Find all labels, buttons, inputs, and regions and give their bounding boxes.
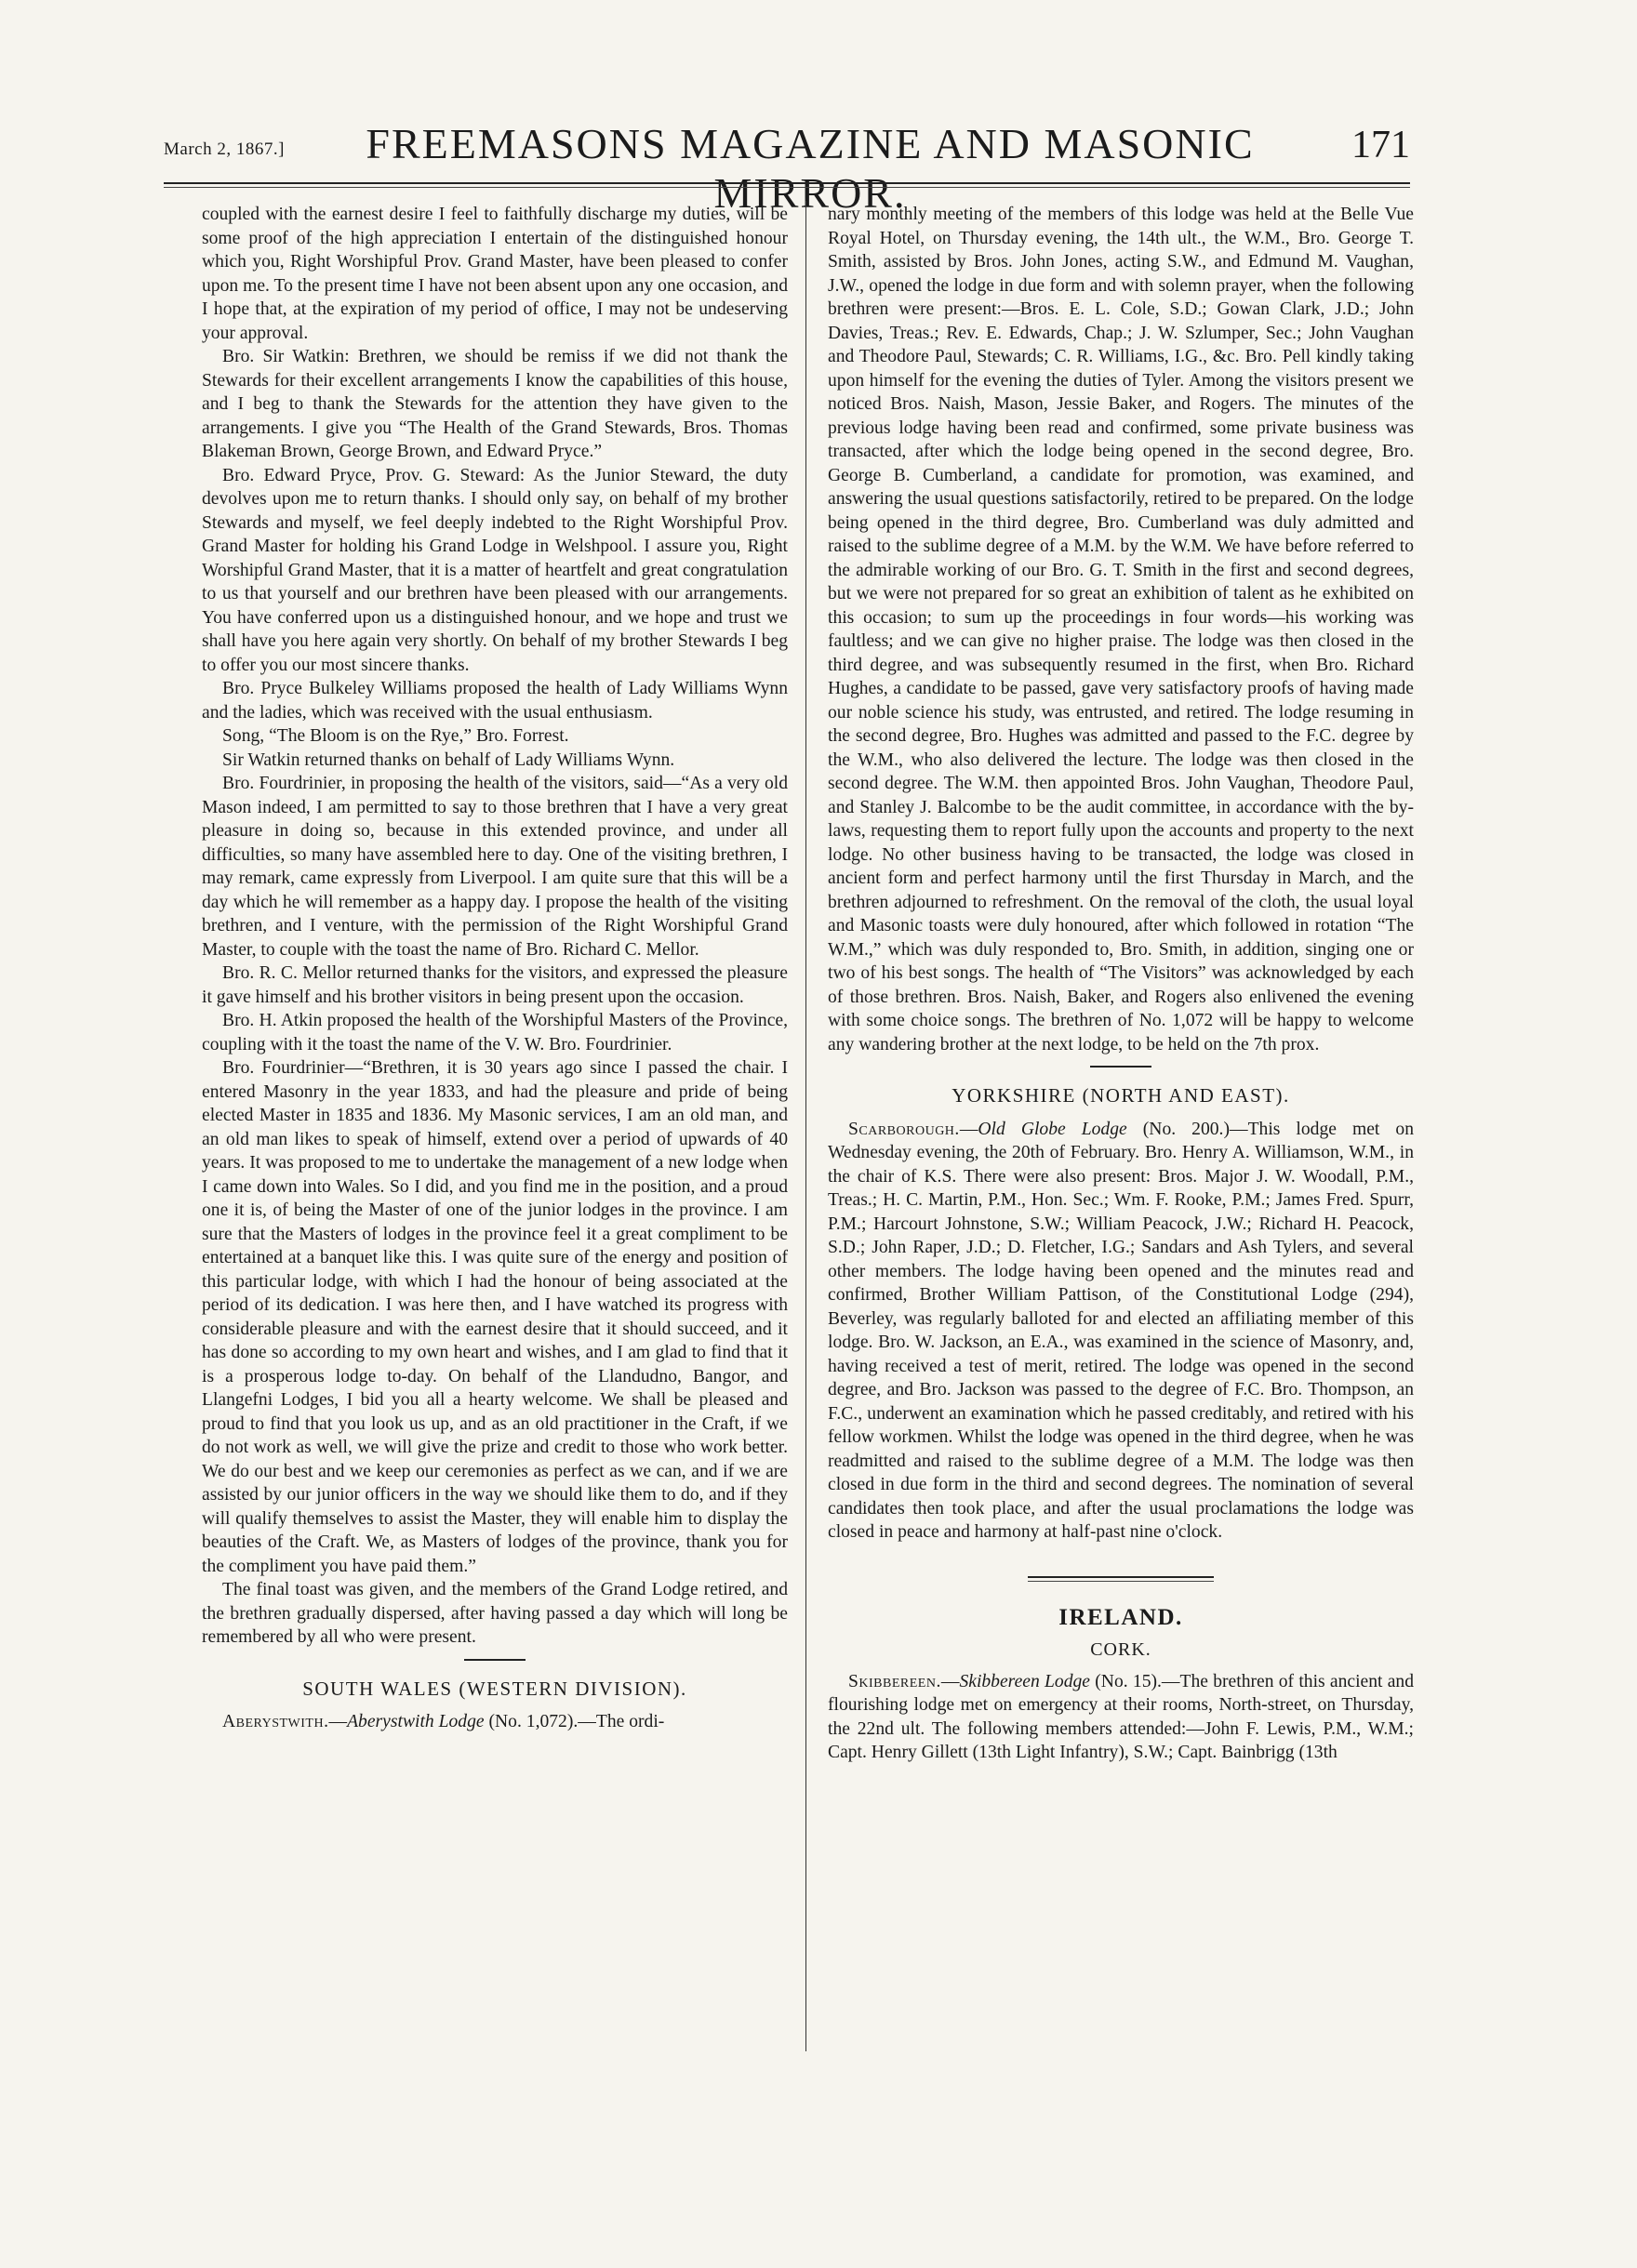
paragraph: coupled with the earnest desire I feel to faithfully discharge my duties, will be some proof of the high appreciation I entertain of the distinguished honour which you, Right Worshipful Prov. Grand Master, have been pleased to confer upon me. To the present time I have not been absent upon any one occasion, and I hope that, at the expiration of my period of office, I may not be undeserving your approval. — [202, 205, 788, 343]
magazine-title: FREEMASONS MAGAZINE AND MASONIC MIRROR. — [366, 120, 1255, 217]
lodge-name: Old Globe Lodge — [978, 1119, 1127, 1139]
place-name: Aberystwith. — [222, 1712, 329, 1731]
paragraph: nary monthly meeting of the members of this lodge was held at the Belle Vue Royal Hotel, on Thursday evening, the 14th ult., the W.M., Bro. George T. Smith, assisted by Bros. John Jones, acting S.W., and Edmund M. Vaughan, J.W., opened the lodge in due form and with solemn prayer, when the following brethren were present:—Bros. E. L. Cole, S.D.; Gowan Clark, J.D.; John Davies, Treas.; Rev. E. Edwards, Chap.; J. W. Szlumper, Sec.; John Vaughan and Theodore Paul, Stewards; C. R. Williams, I.G., &c. Bro. Pell kindly taking upon himself for the evening the duties of Tyler. Among the visitors present we noticed Bros. Naish, Mason, Jessie Baker, and Rogers. The minutes of the previous lodge having been read and confirmed, some private business was transacted, after which the lodge being opened in the second degree, Bro. George B. Cumberland, a candidate for promotion, was examined, and answering the usual questions satisfactorily, retired to be prepared. On the lodge being opened in the third degree, Bro. Cumberland was duly admitted and raised to the sublime degree of a M.M. by the W.M. We have before referred to the admirable working of our Bro. G. T. Smith in the first and second degrees, but we were not prepared for so great an exhibition of talent as he exhibited on this occasion; to sum up the proceedings in four words—his working was faultless; and we can give no higher praise. The lodge was then closed in the third degree, and was subsequently resumed in the first, when Bro. Richard Hughes, a candidate to be passed, gave very satisfactory proofs of having made our noble science his study, was entrusted, and retired. The lodge resuming in the second degree, Bro. Hughes was admitted and passed to the F.C. degree by the W.M., who also delivered the lecture. The lodge was then closed in the second degree. The W.M. then appointed Bros. John Vaughan, Theodore Paul, and Stanley J. Balcombe to be the audit committee, in accordance with the by-laws, requesting them to report fully upon the accounts and property to the next lodge. No other business having to be transacted, the lodge was closed in ancient form and perfect harmony until the first Thursday in March, and the brethren adjourned to refreshment. On the removal of the cloth, the usual loyal and Masonic toasts were duly honoured, after which followed in rotation “The W.M.,” which was duly responded to, Bro. Smith, in addition, singing one or two of his best songs. The health of “The Visitors” was acknowledged by each of those brethren. Bros. Naish, Baker, and Rogers also enlivened the evening with some choice songs. The brethren of No. 1,072 will be happy to welcome any wandering brother at the next lodge, to be held on the 7th prox. — [828, 205, 1414, 1054]
paragraph: Sir Watkin returned thanks on behalf of Lady Williams Wynn. — [222, 749, 675, 770]
masthead — [164, 102, 1410, 217]
page-number: 171 — [1351, 124, 1410, 166]
paragraph: Bro. Pryce Bulkeley Williams proposed the health of Lady Williams Wynn and the ladies, which was received with the usual enthusiasm. — [202, 679, 788, 723]
right-column — [828, 203, 1414, 1765]
skibbereen-paragraph: Skibbereen.—Skibbereen Lodge (No. 15).—The brethren of this ancient and flourishing lodge met on emergency at their rooms, North-street, on Thursday, the 22nd ult. The following members attended:—John F. Lewis, P.M., W.M.; Capt. Henry Gillett (13th Light Infantry), S.W.; Capt. Bainbrigg (13th — [828, 1671, 1415, 1762]
header-rule-thin — [164, 187, 1410, 188]
paragraph: Bro. Fourdrinier—“Brethren, it is 30 years ago since I passed the chair. I entered Masonry in the year 1833, and had the pleasure and pride of being elected Master in 1835 and 1836. My Masonic services, I am an old man, and an old man likes to speak of himself, extend over a period of upwards of 40 years. It was proposed to me to undertake the management of a new lodge when I came down into Wales. So I did, and you find me in the position, and a proud one it is, of being the Master of one of the junior lodges in the province. I am sure that the Masters of lodges in the province feel it a great compliment to be entertained at a banquet like this. I was quite sure of the energy and position of this particular lodge, with which I had the honour of being associated at the period of its dedication. I was here then, and I have watched its progress with considerable pleasure and with the earnest desire that it should succeed, and it has done so according to my own heart and wishes, and I am glad to find that it is a prosperous lodge to-day. On behalf of the Llandudno, Bangor, and Llangefni Lodges, I bid you all a hearty welcome. We shall be pleased and proud to find that you look us up, and as an old practitioner in the Craft, if we do not work as well, we will give the prize and credit to those who work better. We do our best and we keep our ceremonies as perfect as we can, and if we are assisted by our junior officers in the way we should like them to do, and if they will qualify themselves to assist the Master, they will enable him to display the beauties of the Craft. We, as Masters of lodges of the province, thank you for the compliment you have paid them.” — [202, 1058, 788, 1576]
body-text: (No. 200.)—This lodge met on Wednesday evening, the 20th of February. Bro. Henry A. Williamson, W.M., in the chair of K.S. There were also present: Bros. Major J. W. Woodall, P.M., Treas.; H. C. Martin, P.M., Hon. Sec.; Wm. F. Rooke, P.M.; James Fred. Spurr, P.M.; Harcourt Johnstone, S.W.; William Peacock, J.W.; Richard H. Peacock, S.D.; John Raper, J.D.; D. Fletcher, I.G.; Sandars and Ash Tylers, and several other members. The lodge having been opened and the minutes read and confirmed, Brother William Pattison, of the Constitutional Lodge (294), Beverley, was regularly balloted for and elected an affiliating member of this lodge. Bro. W. Jackson, an E.A., was examined in the science of Masonry, and, having received a test of merit, retired. The lodge was opened in the second degree, and Bro. Jackson was passed to the degree of F.C. Bro. Thompson, an F.C., underwent an examination which he passed creditably, and retired with his fellow workmen. Whilst the lodge was opened in the third degree, when he was readmitted and raised to the sublime degree of a M.M. The lodge was then closed in due form in the third and second degrees. The nomination of several candidates then took place, and after the usual proclamations the lodge was closed in peace and harmony at half-past nine o'clock. — [828, 1119, 1414, 1542]
lead-text: (No. 1,072).—The ordi- — [488, 1712, 665, 1731]
lodge-name: Aberystwith Lodge — [347, 1712, 485, 1731]
section-rule — [464, 1659, 526, 1661]
place-name: Scarborough. — [848, 1119, 960, 1139]
paragraph: Bro. R. C. Mellor returned thanks for the visitors, and expressed the pleasure it gave himself and his brother visitors in being present upon the occasion. — [202, 963, 788, 1007]
issue-date: March 2, 1867.] — [164, 139, 285, 159]
body-text: (No. 15).—The brethren of this ancient and flourishing lodge met on emergency at their rooms, North-street, on Thursday, the 22nd ult. The following members attended:—John F. Lewis, P.M., W.M.; Capt. Henry Gillett (13th Light Infantry), S.W.; Capt. Bainbrigg (13th — [828, 1671, 1415, 1762]
section-lead-paragraph: Aberystwith.—Aberystwith Lodge (No. 1,072).—The ordi- — [222, 1712, 665, 1731]
section-heading-ireland: IRELAND. — [1058, 1604, 1183, 1630]
paragraph: The final toast was given, and the members of the Grand Lodge retired, and the brethren gradually dispersed, after having passed a day which will long be remembered by all who were present. — [202, 1580, 788, 1647]
paragraph: Bro. Sir Watkin: Brethren, we should be remiss if we did not thank the Stewards for their excellent arrangements I know the capabilities of this house, and I beg to thank the Stewards for the attention they have given to the arrangements. I give you “The Health of the Grand Stewards, Bros. Thomas Blakeman Brown, George Brown, and Edward Pryce.” — [202, 347, 788, 461]
paragraph: Bro. Fourdrinier, in proposing the health of the visitors, said—“As a very old Mason indeed, I am permitted to say to those brethren that I have a very great pleasure in doing so, because in this extended province, and under all difficulties, so many have assembled here to day. One of the visiting brethren, I may remark, came expressly from Liverpool. I am quite sure that this will be a day which he will remember as a happy day. I propose the health of the visiting brethren, and I venture, with the permission of the Right Worshipful Grand Master, to couple with the toast the name of Bro. Richard C. Mellor. — [202, 774, 788, 960]
left-column — [202, 203, 788, 1734]
lodge-name: Skibbereen Lodge — [959, 1671, 1091, 1691]
section-heading-yorkshire: YORKSHIRE (NORTH AND EAST). — [952, 1084, 1290, 1107]
paragraph: Bro. H. Atkin proposed the health of the Worshipful Masters of the Province, coupling with it the toast the name of the V. W. Bro. Fourdrinier. — [202, 1011, 788, 1054]
header-rule — [164, 182, 1410, 184]
place-name: Skibbereen. — [848, 1671, 941, 1691]
paragraph: Bro. Edward Pryce, Prov. G. Steward: As the Junior Steward, the duty devolves upon me to return thanks. I should only say, on behalf of my brother Stewards and myself, we feel deeply indebted to the Right Worshipful Prov. Grand Master for holding his Grand Lodge in Welshpool. I assure you, Right Worshipful Grand Master, that it is a matter of heartfelt and great congratulation to us that yourself and our brethren have been pleased with our arrangements. You have conferred upon us a distinguished honour, and we hope and trust we shall have you here again very shortly. On behalf of my brother Stewards I beg to offer you our most sincere thanks. — [202, 465, 788, 675]
subheading-cork: CORK. — [1090, 1639, 1151, 1660]
column-divider — [805, 201, 806, 2051]
paragraph: Song, “The Bloom is on the Rye,” Bro. Forrest. — [222, 726, 569, 746]
yorkshire-paragraph: Scarborough.—Old Globe Lodge (No. 200.)—This lodge met on Wednesday evening, the 20th of February. Bro. Henry A. Williamson, W.M., in the chair of K.S. There were also present: Bros. Major J. W. Woodall, P.M., Treas.; H. C. Martin, P.M., Hon. Sec.; Wm. F. Rooke, P.M.; James Fred. Spurr, P.M.; Harcourt Johnstone, S.W.; William Peacock, J.W.; Richard H. Peacock, S.D.; John Raper, J.D.; D. Fletcher, I.G.; Sandars and Ash Tylers, and several other members. The lodge having been opened and the minutes read and confirmed, Brother William Pattison, of the Constitutional Lodge (294), Beverley, was regularly balloted for and elected an affiliating member of this lodge. Bro. W. Jackson, an E.A., was examined in the science of Masonry, and, having received a test of merit, retired. The lodge was opened in the second degree, and Bro. Jackson was passed to the degree of F.C. Bro. Thompson, an F.C., underwent an examination which he passed creditably, and retired with his fellow workmen. Whilst the lodge was opened in the third degree, when he was readmitted and raised to the sublime degree of a M.M. The lodge was then closed in due form in the third and second degrees. The nomination of several candidates then took place, and after the usual proclamations the lodge was closed in peace and harmony at half-past nine o'clock. — [828, 1119, 1414, 1542]
section-rule — [1090, 1066, 1151, 1068]
section-heading-south-wales: SOUTH WALES (WESTERN DIVISION). — [302, 1677, 687, 1700]
section-double-rule — [1028, 1576, 1214, 1578]
